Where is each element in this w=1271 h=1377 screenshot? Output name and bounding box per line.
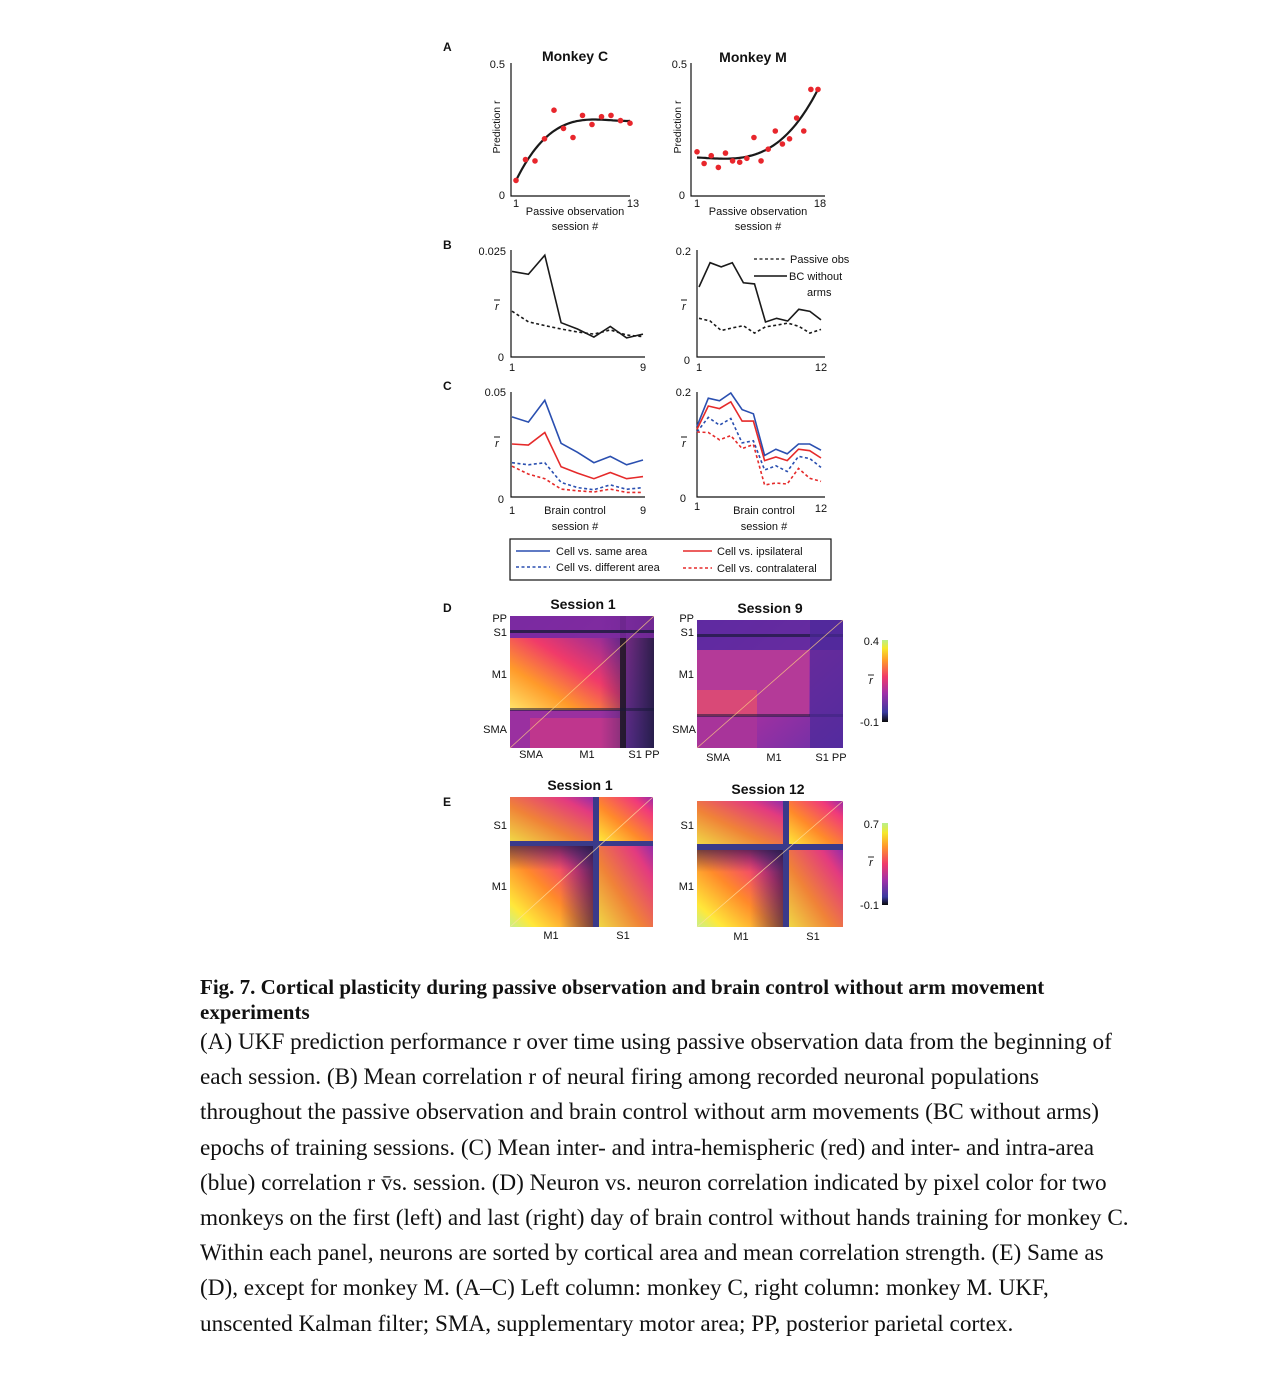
panel-c-right-ytick-bottom: 0 <box>679 493 686 505</box>
panel-c-left-ytick-bottom: 0 <box>497 494 504 506</box>
heatmap-e1-v-divider <box>593 797 599 927</box>
panel-label-e: E <box>443 795 452 809</box>
heatmap-e2-v-divider <box>783 801 789 927</box>
a-right-point <box>765 146 771 152</box>
panel-d-left-ytick-s1: S1 <box>493 627 507 639</box>
colorbar-d-max: 0.4 <box>863 636 879 648</box>
panel-a-right-xtick-end: 18 <box>813 198 827 210</box>
b-left-series-passive-obs <box>512 311 643 336</box>
panel-d-left-heatmap <box>510 616 654 748</box>
legend-bc-without-line2: arms <box>807 287 832 299</box>
a-right-point <box>701 161 707 167</box>
a-left-point <box>561 126 567 132</box>
panel-d-right-ytick-s1: S1 <box>680 627 694 639</box>
panel-d-left-title: Session 1 <box>550 596 616 612</box>
panel-a-left-xtick-end: 13 <box>626 198 640 210</box>
c-left-series-cell-vs-different-area <box>512 463 643 490</box>
b-left-series-bc-without-arms <box>512 255 643 338</box>
panel-b-left-xtick-end: 9 <box>639 362 647 374</box>
panel-d-colorbar <box>860 636 888 729</box>
panel-d-left-ytick-m1: M1 <box>491 669 507 681</box>
a-left-fit-curve <box>516 120 630 181</box>
panel-b-left-plot <box>512 255 643 338</box>
a-left-point <box>627 120 633 126</box>
panel-a-right-xlabel-line1: Passive observation <box>708 206 808 218</box>
heatmap-d2-right-cols <box>810 620 843 748</box>
a-left-point <box>570 135 576 141</box>
panel-b-left-ytick-bottom: 0 <box>497 352 504 364</box>
panel-b-left <box>478 246 646 374</box>
heatmap-e1-h-divider <box>510 841 653 846</box>
panel-b-legend <box>754 254 850 299</box>
panel-c-right-xtick-start: 1 <box>693 501 701 513</box>
heatmap-e2-h-divider <box>697 844 843 850</box>
panel-b-right-xtick-start: 1 <box>695 362 703 374</box>
colorbar-d-label: r <box>869 675 873 687</box>
a-right-point <box>737 159 743 165</box>
panel-e-right-heatmap <box>697 801 843 927</box>
panel-a-left <box>490 48 639 233</box>
panel-e-right-xtick-s1: S1 <box>806 931 820 943</box>
panel-d-left-xtick-m1: M1 <box>579 749 595 761</box>
a-right-point <box>723 150 729 156</box>
a-right-point <box>744 156 750 162</box>
c-right-series-cell-vs-ipsilateral <box>697 402 821 461</box>
panel-c-left-xlabel-line1: Brain control <box>544 505 606 517</box>
a-left-point <box>513 178 519 184</box>
panel-e-right-xtick-m1: M1 <box>733 931 749 943</box>
panel-e-left <box>492 777 653 942</box>
legend-contralateral: Cell vs. contralateral <box>717 563 817 575</box>
colorbar-e-min: -0.1 <box>860 900 879 912</box>
a-right-point <box>708 153 714 159</box>
panel-e-left-xtick-m1: M1 <box>543 930 559 942</box>
colorbar-d-min: -0.1 <box>860 717 879 729</box>
c-left-series-cell-vs-same-area <box>512 400 643 465</box>
heatmap-e1-s1m1-block <box>510 797 593 841</box>
panel-e-left-xtick-s1: S1 <box>616 930 630 942</box>
panel-e-left-ytick-s1: S1 <box>493 820 507 832</box>
a-left-point <box>589 122 595 128</box>
c-left-series-cell-vs-ipsilateral <box>512 433 643 479</box>
panel-d-right-heatmap <box>697 620 843 748</box>
a-right-point <box>751 135 757 141</box>
panel-label-b: B <box>443 238 452 252</box>
heatmap-d1-s1-divider <box>510 630 654 633</box>
panel-c-right-plot <box>697 393 821 485</box>
a-right-fit-curve <box>697 89 818 159</box>
panel-a-left-ylabel: Prediction r <box>491 100 503 154</box>
panel-c-right-ylabel: r <box>682 438 686 450</box>
heatmap-e2-m1s1-block <box>789 850 843 927</box>
panel-d-left-ytick-sma: SMA <box>483 724 507 736</box>
panel-c-left-xtick-end: 9 <box>639 505 647 517</box>
heatmap-e2-s1-block <box>789 801 843 844</box>
panel-d-right-xtick-s1pp: S1 PP <box>815 752 847 764</box>
panel-d-right <box>672 600 846 764</box>
a-right-point <box>787 136 793 142</box>
a-left-point <box>532 158 538 164</box>
panel-c-left-xlabel-line2: session # <box>551 521 599 533</box>
heatmap-e1-m1s1-block <box>599 846 653 927</box>
caption-body: (A) UKF prediction performance r over time using passive observation data from the beginning of each session. (B) Mean correlation r of neural firing among recorded neuronal populations throughout the passive observation and brain control without arm movements (BC without arms) epochs of training sessions. (C) Mean inter- and intra-hemispheric (red) and inter- and intra-area (blue) correlation r v̄s. session. (D) Neuron vs. neuron correlation indicated by pixel color for two monkeys on the first (left) and last (right) day of brain control without hands training for monkey C. Within each panel, neurons are sorted by cortical area and mean correlation strength. (E) Same as (D), except for monkey M. (A–C) Left column: monkey C, right column: monkey M. UKF, unscented Kalman filter; SMA, supplementary motor area; PP, posterior parietal cortex. <box>200 1029 1129 1337</box>
a-left-point <box>523 157 529 163</box>
heatmap-e2-shade-2 <box>697 850 783 872</box>
panel-e-left-title: Session 1 <box>547 777 613 793</box>
panel-b-right-ytick-bottom: 0 <box>683 355 690 367</box>
panel-label-a: A <box>443 40 452 54</box>
panel-a-right <box>672 49 826 233</box>
legend-passive-obs: Passive obs <box>790 254 850 266</box>
a-right-point <box>758 158 764 164</box>
panel-b-left-axes <box>511 250 645 357</box>
legend-ipsilateral: Cell vs. ipsilateral <box>717 546 803 558</box>
heatmap-d1-sma-divider <box>510 708 654 711</box>
panel-d-left-xtick-s1pp: S1 PP <box>628 749 660 761</box>
panel-e-right-title: Session 12 <box>731 781 805 797</box>
panel-a-left-xtick-start: 1 <box>512 198 520 210</box>
panel-c-right-xtick-end: 12 <box>814 503 828 515</box>
a-right-point <box>772 128 778 134</box>
panel-c-left-plot <box>512 400 643 492</box>
panel-d-right-ytick-m1: M1 <box>678 669 694 681</box>
heatmap-d2-sma-block <box>697 716 757 748</box>
heatmap-e1-shade-2 <box>510 846 593 870</box>
a-right-point <box>716 165 722 171</box>
panel-b-right-xtick-end: 12 <box>814 362 828 374</box>
b-right-series-passive-obs <box>699 318 821 333</box>
panel-c-right <box>676 387 827 533</box>
panel-a-right-xlabel-line2: session # <box>734 221 782 233</box>
panel-e-right <box>679 781 843 943</box>
panel-label-c: C <box>443 379 452 393</box>
panel-c-right-ytick-top: 0.2 <box>675 387 691 399</box>
a-left-point <box>608 113 614 119</box>
caption-title: Fig. 7. Cortical plasticity during passive observation and brain control without arm movement experiments <box>200 975 1045 1024</box>
panel-d-right-ytick-sma: SMA <box>672 724 696 736</box>
panel-c-right-xlabel-line2: session # <box>740 521 788 533</box>
a-right-point <box>780 141 786 147</box>
panel-a-left-xlabel-line2: session # <box>551 221 599 233</box>
a-left-point <box>618 118 624 124</box>
panel-a-left-plot <box>513 107 633 183</box>
panel-d-left <box>483 596 659 761</box>
a-right-point <box>794 115 800 121</box>
panel-d-left-ytick-pp: PP <box>492 613 507 625</box>
panel-c-left-ylabel: r <box>495 438 499 450</box>
panel-b-right-axes <box>697 250 825 357</box>
panel-a-left-axes <box>511 63 630 196</box>
legend-bc-without-line1: BC without <box>789 271 843 283</box>
panel-d-right-title: Session 9 <box>737 600 803 616</box>
a-right-point <box>694 149 700 155</box>
figure-caption <box>200 975 1130 1342</box>
colorbar-d <box>882 640 888 722</box>
panel-e-colorbar <box>860 819 888 912</box>
colorbar-e-label: r <box>869 857 873 869</box>
panel-d-right-xtick-sma: SMA <box>706 752 730 764</box>
a-left-point <box>551 107 557 113</box>
panel-a-left-title: Monkey C <box>541 48 609 64</box>
panel-b-left-xtick-start: 1 <box>508 362 516 374</box>
heatmap-d1-top-rows <box>510 616 654 638</box>
legend-different-area: Cell vs. different area <box>556 562 660 574</box>
panel-b-right <box>676 246 850 374</box>
panel-a-right-ytick-top: 0.5 <box>671 59 687 71</box>
panel-b-right-ytick-top: 0.2 <box>675 246 691 258</box>
panel-e-left-heatmap <box>510 797 653 927</box>
panel-c-legend <box>510 539 831 580</box>
panel-a-right-ylabel: Prediction r <box>672 100 684 154</box>
panel-e-left-ytick-m1: M1 <box>491 881 507 893</box>
panel-e-right-ytick-s1: S1 <box>680 820 694 832</box>
heatmap-e2-s1m1-block <box>697 801 783 844</box>
panel-d-right-ytick-pp: PP <box>679 613 694 625</box>
legend-same-area: Cell vs. same area <box>556 546 648 558</box>
a-right-point <box>808 87 814 93</box>
panel-a-left-ytick-top: 0.5 <box>489 59 505 71</box>
a-right-point <box>815 87 821 93</box>
c-right-series-cell-vs-same-area <box>697 393 821 455</box>
panel-d-left-xtick-sma: SMA <box>519 749 543 761</box>
a-right-point <box>801 128 807 134</box>
panel-b-left-ylabel: r <box>495 301 499 313</box>
panel-b-right-ylabel: r <box>682 301 686 313</box>
panel-a-left-xlabel-line1: Passive observation <box>525 206 625 218</box>
colorbar-e <box>882 823 888 905</box>
heatmap-e1-s1-block <box>599 797 653 841</box>
a-left-point <box>542 136 548 142</box>
panel-c-left-ytick-top: 0.05 <box>484 387 506 399</box>
colorbar-e-max: 0.7 <box>863 819 879 831</box>
a-left-point <box>599 114 605 120</box>
panel-a-right-title: Monkey M <box>719 49 787 65</box>
panel-b-left-ytick-top: 0.025 <box>478 246 506 258</box>
panel-a-left-ytick-bottom: 0 <box>498 190 505 202</box>
panel-a-right-xtick-start: 1 <box>693 198 701 210</box>
panel-c-right-xlabel-line1: Brain control <box>733 505 795 517</box>
panel-c-left <box>485 387 646 533</box>
a-right-point <box>730 158 736 164</box>
panel-label-d: D <box>443 601 452 615</box>
panel-c-left-axes <box>511 392 645 497</box>
a-left-point <box>580 113 586 119</box>
panel-a-right-ytick-bottom: 0 <box>678 190 685 202</box>
panel-d-right-xtick-m1: M1 <box>766 752 782 764</box>
panel-e-right-ytick-m1: M1 <box>678 881 694 893</box>
panel-a-right-plot <box>694 87 821 171</box>
panel-c-left-xtick-start: 1 <box>508 505 516 517</box>
